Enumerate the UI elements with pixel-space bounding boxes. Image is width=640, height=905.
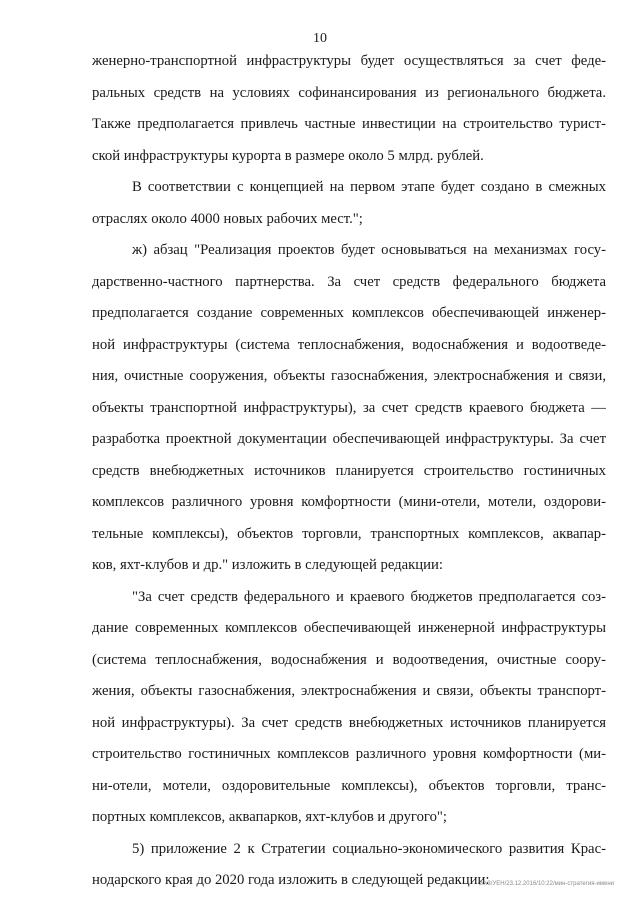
text-line: объекты транспортной инфраструктуры), за счет средств краевого бюджета — xyxy=(92,399,606,416)
paragraph-start-line: 5) приложение 2 к Стратегии социально-экономического развития Крас- xyxy=(132,840,606,857)
text-line: ной инфраструктуры (система теплоснабжения, водоснабжения и водоотведе- xyxy=(92,336,606,353)
text-line: дарственно-частного партнерства. За счет средств федерального бюджета xyxy=(92,273,606,290)
text-line: женерно-транспортной инфраструктуры будет осуществляться за счет феде- xyxy=(92,53,606,69)
text-line: отраслях около 4000 новых рабочих мест."; xyxy=(92,210,363,227)
text-line: жения, объекты газоснабжения, электроснабжения и связи, объекты транспорт- xyxy=(92,683,606,699)
text-line: Также предполагается привлечь частные инвестиции на строительство турист- xyxy=(92,116,606,132)
footer-file-reference: 20.3/УЕН/23.12.2016/10:22/мин-стратегия-имени xyxy=(479,881,614,887)
paragraph-start-line: ж) абзац "Реализация проектов будет основываться на механизмах госу- xyxy=(132,242,606,258)
paragraph-start-line: "За счет средств федерального и краевого бюджетов предполагается соз- xyxy=(132,588,606,605)
text-line: комплексов различного уровня комфортности (мини-отели, мотели, оздорови- xyxy=(92,494,606,510)
text-line: (система теплоснабжения, водоснабжения и водоотведения, очистные соору- xyxy=(92,651,606,668)
text-line: предполагается создание современных комплексов обеспечивающей инженер- xyxy=(92,305,606,321)
text-line: строительство гостиничных комплексов различного уровня комфортности (ми- xyxy=(92,746,606,762)
text-line: нодарского края до 2020 года изложить в следующей редакции: xyxy=(92,872,490,888)
text-line: тельные комплексы), объектов торговли, транспортных комплексов, аквапар- xyxy=(92,525,606,542)
text-line: ной инфраструктуры). За счет средств внебюджетных источников планируется xyxy=(92,714,606,731)
text-line: дание современных комплексов обеспечивающей инженерной инфраструктуры xyxy=(92,620,606,636)
text-line: ской инфраструктуры курорта в размере около 5 млрд. рублей. xyxy=(92,147,484,164)
paragraph-start-line: В соответствии с концепцией на первом этапе будет создано в смежных xyxy=(132,179,606,195)
text-line: ния, очистные сооружения, объекты газоснабжения, электроснабжения и связи, xyxy=(92,368,606,384)
text-line: ральных средств на условиях софинансирования из регионального бюджета. xyxy=(92,84,606,101)
text-line: портных комплексов, аквапарков, яхт-клубов и другого"; xyxy=(92,809,447,825)
document-body xyxy=(92,46,606,897)
text-line: ни-отели, мотели, оздоровительные комплексы), объектов торговли, транс- xyxy=(92,777,606,794)
page-number: 10 xyxy=(313,31,327,46)
text-line: разработка проектной документации обеспечивающей инфраструктуры. За счет xyxy=(92,431,606,447)
text-line: ков, яхт-клубов и др." изложить в следующей редакции: xyxy=(92,557,443,573)
text-line: средств внебюджетных источников планируется строительство гостиничных xyxy=(92,462,606,479)
